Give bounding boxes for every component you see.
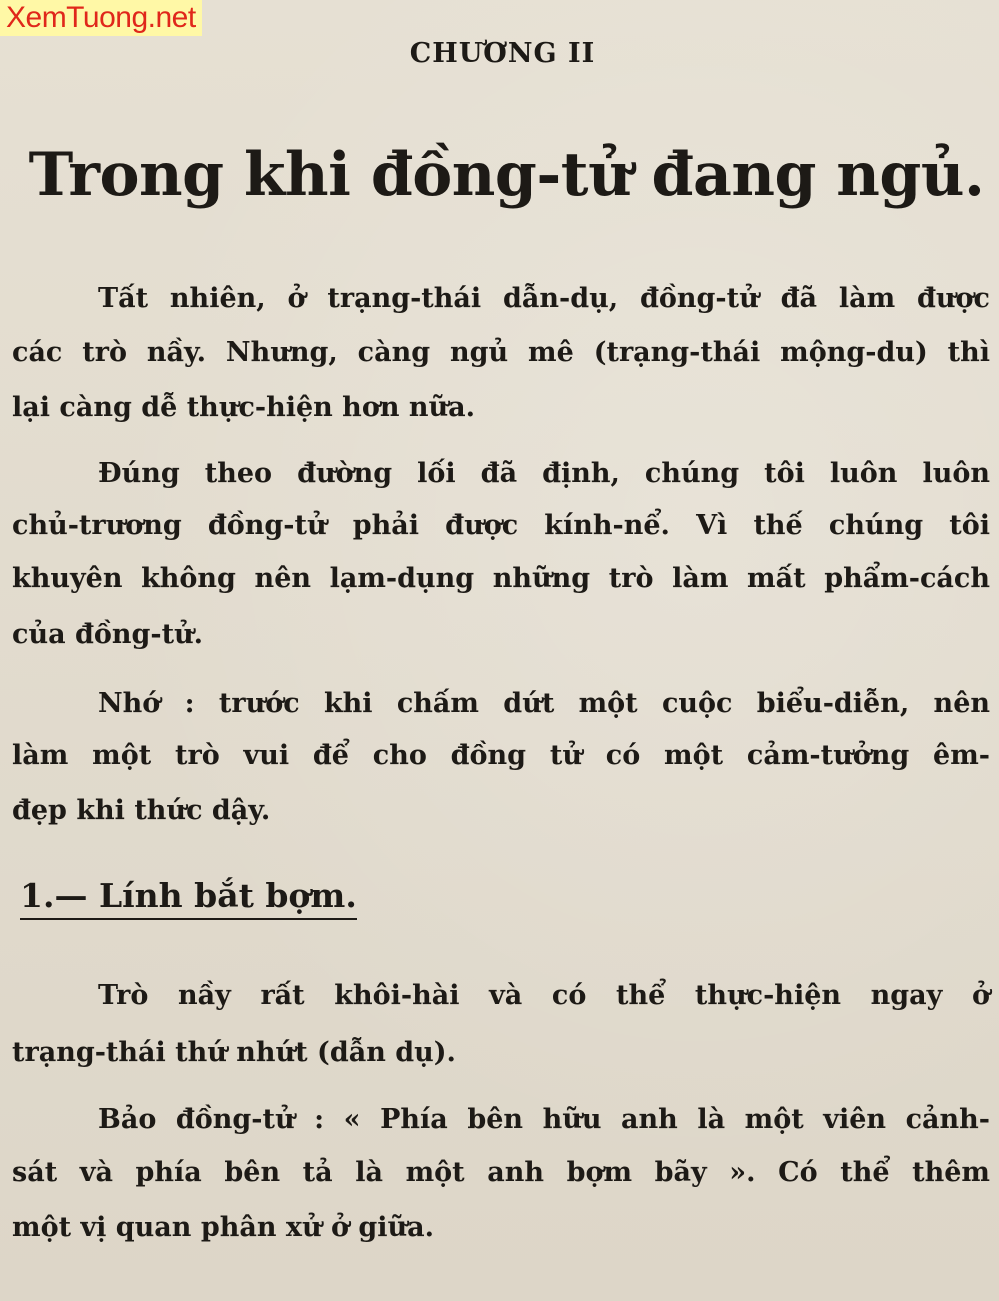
section-paragraph-1-line-2: trạng-thái thứ nhứt (dẫn dụ).: [12, 1037, 456, 1068]
section-paragraph-1-line-1: Trò nầy rất khôi-hài và có thể thực-hiện ngay ở: [98, 980, 990, 1011]
paragraph-3-line-2: làm một trò vui để cho đồng tử có một cảm-tưởng êm-: [12, 740, 990, 771]
section-paragraph-2-line-2: sát và phía bên tả là một anh bợm bãy ». Có thể thêm: [12, 1157, 990, 1188]
site-watermark: XemTuong.net: [0, 0, 202, 36]
paragraph-2-line-1: Đúng theo đường lối đã định, chúng tôi luôn luôn: [98, 458, 990, 489]
section-paragraph-2-line-3: một vị quan phân xử ở giữa.: [12, 1212, 435, 1243]
paragraph-3-line-3: đẹp khi thức dậy.: [12, 795, 271, 826]
chapter-title: Trong khi đồng-tử đang ngủ.: [28, 140, 985, 210]
paragraph-1-line-3: lại càng dễ thực-hiện hơn nữa.: [12, 392, 476, 423]
paragraph-1-line-1: Tất nhiên, ở trạng-thái dẫn-dụ, đồng-tử đã làm được: [98, 283, 990, 314]
paragraph-3-line-1: Nhớ : trước khi chấm dứt một cuộc biểu-diễn, nên: [98, 688, 990, 719]
chapter-label: CHƯƠNG II: [409, 38, 596, 69]
section-heading: 1.— Lính bắt bợm.: [20, 876, 357, 920]
paragraph-1-line-2: các trò nầy. Nhưng, càng ngủ mê (trạng-thái mộng-du) thì: [12, 337, 990, 368]
paragraph-2-line-3: khuyên không nên lạm-dụng những trò làm mất phẩm-cách: [12, 563, 990, 594]
paragraph-2-line-4: của đồng-tử.: [12, 619, 204, 650]
section-paragraph-2-line-1: Bảo đồng-tử : « Phía bên hữu anh là một viên cảnh-: [98, 1104, 990, 1135]
paragraph-2-line-2: chủ-trương đồng-tử phải được kính-nể. Vì thế chúng tôi: [12, 510, 990, 541]
